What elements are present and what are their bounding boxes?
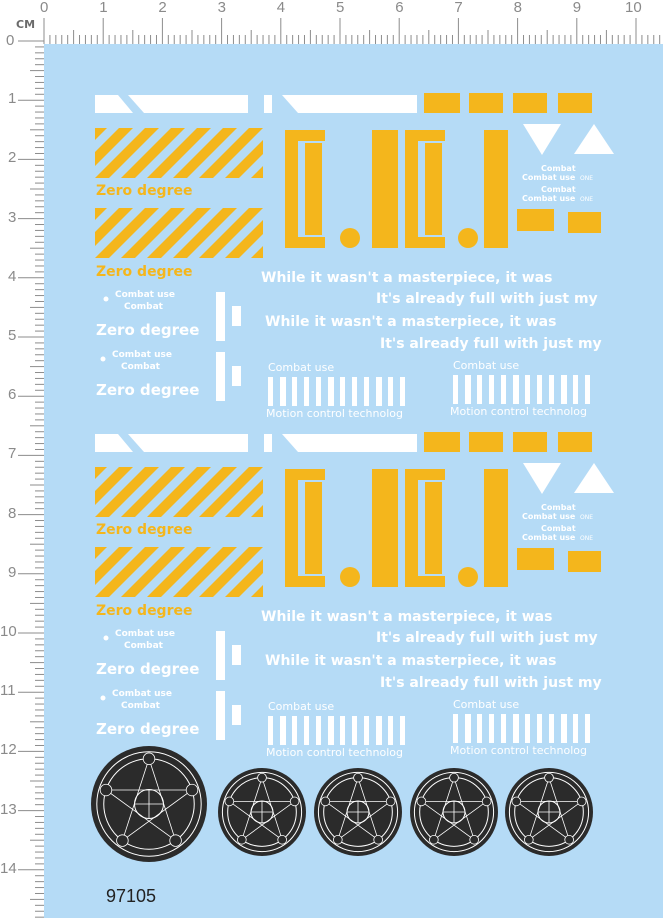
big-number-stroke [405,469,445,480]
right-one-text: ONE [580,175,594,182]
emblem-node [450,773,459,782]
big-number-stroke [405,576,445,587]
big-number-stroke [285,237,325,248]
right-combat-text: Combat [541,164,576,173]
emblem-node [374,835,383,844]
big-number-stroke [285,469,325,480]
zero-degree-label: Zero degree [96,381,200,399]
emblem-node [321,797,330,806]
emblem-node [143,753,155,765]
emblem-node [565,835,574,844]
ruler-number: 10 [625,0,642,16]
big-number [285,130,508,248]
slogan-line: While it wasn't a masterpiece, it was [261,270,553,286]
right-combat-use-text: Combat use [522,173,576,182]
transmutation-circle-icon [218,768,306,856]
emblem-node [170,835,182,847]
big-number-stroke [305,482,322,574]
barcode-caption: Motion control technolog [450,405,587,418]
right-combat-use-text: Combat use [522,533,576,542]
small-combat-text: Combat [121,362,160,372]
right-one-text: ONE [580,514,594,521]
emblem-node [545,773,554,782]
slogan-line: It's already full with just my [376,630,598,646]
ruler-number: 2 [8,149,17,167]
ruler-number: 1 [8,90,17,108]
big-number-stroke [405,130,418,248]
small-combat-text: Combat [124,302,163,312]
emblem-node [278,835,287,844]
small-combat-use-text: Combat use [112,350,172,360]
slogan-line: While it wasn't a masterpiece, it was [265,314,557,330]
barcode-caption: Motion control technolog [266,407,403,420]
ruler-number: 11 [0,682,16,700]
transmutation-circle-icon [410,768,498,856]
small-combat-use-text: Combat use [115,290,175,300]
zero-degree-label: Zero degree [96,183,193,199]
barcode-title: Combat use [453,359,520,372]
ruler-number: 6 [395,0,404,16]
ruler-number: 12 [0,741,17,759]
ruler-number: 5 [8,327,17,344]
barcode-title: Combat use [268,361,335,374]
ruler-number: 3 [217,0,226,16]
slogan-line: It's already full with just my [376,291,598,307]
big-number-stroke [405,237,445,248]
big-number-stroke [405,469,418,587]
transmutation-circle-icon [314,768,402,856]
emblem-node [577,797,586,806]
ruler-number: 9 [572,0,582,16]
zero-degree-label: Zero degree [96,522,193,538]
zero-degree-label: Zero degree [96,603,193,619]
emblem-node [524,835,533,844]
ruler-number: 6 [8,386,17,404]
emblem-node [512,797,521,806]
emblem-node [470,835,479,844]
slogan-line: While it wasn't a masterpiece, it was [261,609,553,625]
ruler-number: 7 [454,0,463,16]
barcode-title: Combat use [268,700,335,713]
big-number-dot [458,567,478,587]
ruler-number: 9 [8,563,17,581]
ruler-number: 8 [513,0,522,16]
emblem-node [100,784,112,796]
emblem-node [237,835,246,844]
right-combat-use-text: Combat use [522,512,576,521]
big-number-stroke [372,469,398,587]
big-number-dot [458,228,478,248]
emblem-node [225,797,234,806]
product-code: 97105 [106,886,157,906]
emblem-node [354,773,363,782]
zero-degree-label: Zero degree [96,660,200,678]
slogan-line: It's already full with just my [380,336,602,352]
big-number [285,469,508,587]
emblem-node [482,797,491,806]
small-combat-use-text: Combat use [115,629,175,639]
big-number-dot [340,567,360,587]
small-combat-text: Combat [121,701,160,711]
emblem-node [258,773,267,782]
big-number-stroke [285,576,325,587]
barcode-caption: Motion control technolog [450,744,587,757]
emblem-node [386,797,395,806]
right-one-text: ONE [580,196,594,203]
big-number-stroke [484,469,508,587]
big-number-stroke [484,130,508,248]
ruler-number: 3 [8,208,17,226]
big-number-stroke [285,130,325,141]
right-one-text: ONE [580,535,594,542]
emblem-node [429,835,438,844]
emblem-node [417,797,426,806]
slogan-line: While it wasn't a masterpiece, it was [265,653,557,669]
ruler-number: 13 [0,800,17,818]
big-number-dot [340,228,360,248]
transmutation-circle-icon [91,746,207,862]
ruler-unit-label: CM [16,18,36,31]
big-number-stroke [285,130,298,248]
ruler-number: 8 [8,504,17,522]
big-number-stroke [372,130,398,248]
emblem-node [290,797,299,806]
small-combat-use-text: Combat use [112,689,172,699]
big-number-stroke [405,130,445,141]
ruler-number: 0 [6,32,15,49]
ruler-number: 7 [8,445,17,463]
ruler-number: 2 [158,0,167,16]
big-number-stroke [425,482,442,574]
right-combat-text: Combat [541,185,576,194]
barcode-caption: Motion control technolog [266,746,403,759]
emblem-node [117,835,129,847]
transmutation-circle-icon [505,768,593,856]
slogan-line: It's already full with just my [380,675,602,691]
small-combat-text: Combat [124,641,163,651]
ruler-number: 4 [8,267,17,285]
ruler-number: 1 [99,0,108,16]
right-combat-text: Combat [541,524,576,533]
right-combat-text: Combat [541,503,576,512]
right-combat-use-text: Combat use [522,194,576,203]
big-number-stroke [285,469,298,587]
ruler-number: 0 [40,0,49,16]
barcode-title: Combat use [453,698,520,711]
big-number-stroke [425,143,442,235]
zero-degree-label: Zero degree [96,264,193,280]
big-number-stroke [305,143,322,235]
ruler-number: 5 [336,0,345,16]
ruler-number: 10 [0,623,17,640]
emblem-node [333,835,342,844]
ruler-number: 14 [0,859,17,877]
zero-degree-label: Zero degree [96,720,200,738]
ruler-number: 4 [276,0,286,16]
zero-degree-label: Zero degree [96,321,200,339]
emblem-node [186,784,198,796]
